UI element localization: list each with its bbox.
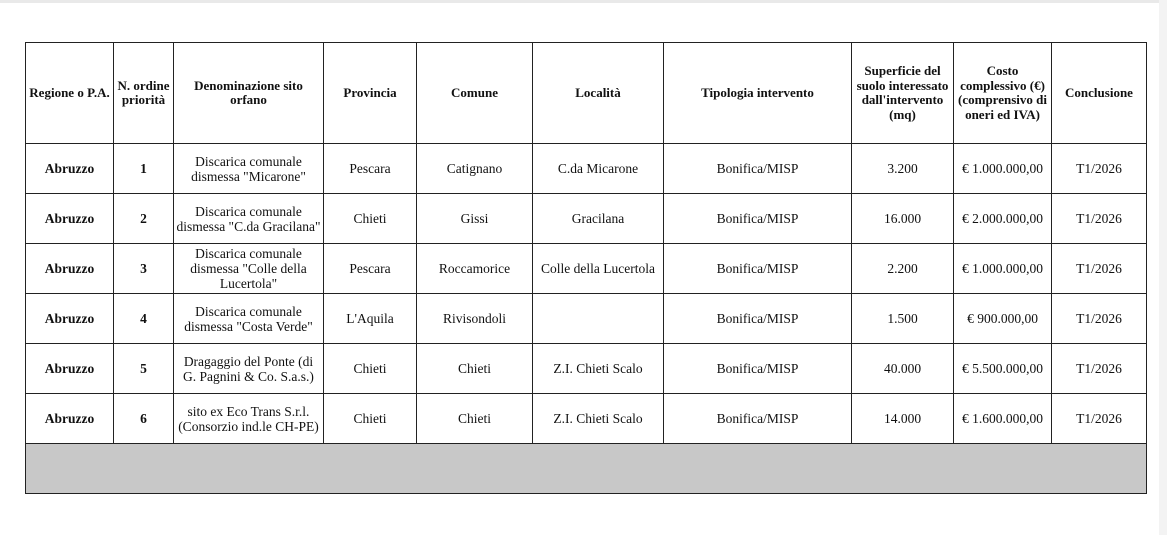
- cell-provincia: Chieti: [324, 344, 417, 394]
- cell-denominazione: Dragaggio del Ponte (di G. Pagnini & Co. S.a.s.): [174, 344, 324, 394]
- cell-comune: Catignano: [417, 144, 533, 194]
- cell-regione: Abruzzo: [26, 144, 114, 194]
- cell-comune: Roccamorice: [417, 244, 533, 294]
- footer-shaded-cell: [26, 444, 1147, 494]
- cell-comune: Chieti: [417, 344, 533, 394]
- cell-regione: Abruzzo: [26, 194, 114, 244]
- header-provincia: Provincia: [324, 43, 417, 144]
- cell-localita: C.da Micarone: [533, 144, 664, 194]
- cell-comune: Chieti: [417, 394, 533, 444]
- header-row: [26, 43, 1147, 144]
- cell-costo: € 1.000.000,00: [954, 244, 1052, 294]
- cell-localita: Z.I. Chieti Scalo: [533, 344, 664, 394]
- cell-priorita: 4: [114, 294, 174, 344]
- cell-localita: Gracilana: [533, 194, 664, 244]
- header-costo: Costo complessivo (€) (comprensivo di oneri ed IVA): [954, 43, 1052, 144]
- table-footer-row: [26, 444, 1147, 494]
- cell-superficie: 2.200: [852, 244, 954, 294]
- cell-priorita: 6: [114, 394, 174, 444]
- cell-conclusione: T1/2026: [1052, 294, 1147, 344]
- cell-conclusione: T1/2026: [1052, 394, 1147, 444]
- cell-denominazione: Discarica comunale dismessa "Micarone": [174, 144, 324, 194]
- cell-provincia: Chieti: [324, 394, 417, 444]
- cell-superficie: 40.000: [852, 344, 954, 394]
- cell-provincia: Pescara: [324, 144, 417, 194]
- cell-superficie: 16.000: [852, 194, 954, 244]
- header-comune: Comune: [417, 43, 533, 144]
- cell-superficie: 3.200: [852, 144, 954, 194]
- cell-provincia: L'Aquila: [324, 294, 417, 344]
- header-tipologia: Tipologia intervento: [664, 43, 852, 144]
- cell-priorita: 5: [114, 344, 174, 394]
- cell-localita: Z.I. Chieti Scalo: [533, 394, 664, 444]
- header-denominazione: Denominazione sito orfano: [174, 43, 324, 144]
- cell-priorita: 3: [114, 244, 174, 294]
- cell-costo: € 1.000.000,00: [954, 144, 1052, 194]
- cell-comune: Gissi: [417, 194, 533, 244]
- sites-table: [25, 42, 1147, 494]
- table-row: [26, 144, 1147, 194]
- cell-regione: Abruzzo: [26, 294, 114, 344]
- cell-superficie: 14.000: [852, 394, 954, 444]
- cell-costo: € 2.000.000,00: [954, 194, 1052, 244]
- cell-tipologia: Bonifica/MISP: [664, 244, 852, 294]
- header-conclusione: Conclusione: [1052, 43, 1147, 144]
- cell-costo: € 1.600.000,00: [954, 394, 1052, 444]
- table-row: [26, 394, 1147, 444]
- table-row: [26, 344, 1147, 394]
- cell-provincia: Pescara: [324, 244, 417, 294]
- cell-conclusione: T1/2026: [1052, 144, 1147, 194]
- cell-tipologia: Bonifica/MISP: [664, 294, 852, 344]
- cell-conclusione: T1/2026: [1052, 194, 1147, 244]
- cell-localita: Colle della Lucertola: [533, 244, 664, 294]
- header-regione: Regione o P.A.: [26, 43, 114, 144]
- cell-denominazione: Discarica comunale dismessa "Costa Verde": [174, 294, 324, 344]
- right-edge: [1159, 0, 1167, 535]
- cell-regione: Abruzzo: [26, 244, 114, 294]
- cell-localita: [533, 294, 664, 344]
- table-body: [26, 144, 1147, 494]
- cell-conclusione: T1/2026: [1052, 344, 1147, 394]
- top-border: [0, 0, 1167, 3]
- cell-tipologia: Bonifica/MISP: [664, 194, 852, 244]
- cell-priorita: 2: [114, 194, 174, 244]
- cell-costo: € 900.000,00: [954, 294, 1052, 344]
- cell-superficie: 1.500: [852, 294, 954, 344]
- cell-denominazione: sito ex Eco Trans S.r.l. (Consorzio ind.le CH-PE): [174, 394, 324, 444]
- header-localita: Località: [533, 43, 664, 144]
- cell-tipologia: Bonifica/MISP: [664, 344, 852, 394]
- cell-priorita: 1: [114, 144, 174, 194]
- cell-tipologia: Bonifica/MISP: [664, 394, 852, 444]
- cell-costo: € 5.500.000,00: [954, 344, 1052, 394]
- cell-regione: Abruzzo: [26, 394, 114, 444]
- cell-regione: Abruzzo: [26, 344, 114, 394]
- header-priorita: N. ordine priorità: [114, 43, 174, 144]
- cell-conclusione: T1/2026: [1052, 244, 1147, 294]
- table-row: [26, 294, 1147, 344]
- table-header: [26, 43, 1147, 144]
- cell-provincia: Chieti: [324, 194, 417, 244]
- table-row: [26, 244, 1147, 294]
- cell-denominazione: Discarica comunale dismessa "C.da Gracilana": [174, 194, 324, 244]
- table-row: [26, 194, 1147, 244]
- cell-denominazione: Discarica comunale dismessa "Colle della Lucertola": [174, 244, 324, 294]
- cell-comune: Rivisondoli: [417, 294, 533, 344]
- header-superficie: Superficie del suolo interessato dall'intervento (mq): [852, 43, 954, 144]
- cell-tipologia: Bonifica/MISP: [664, 144, 852, 194]
